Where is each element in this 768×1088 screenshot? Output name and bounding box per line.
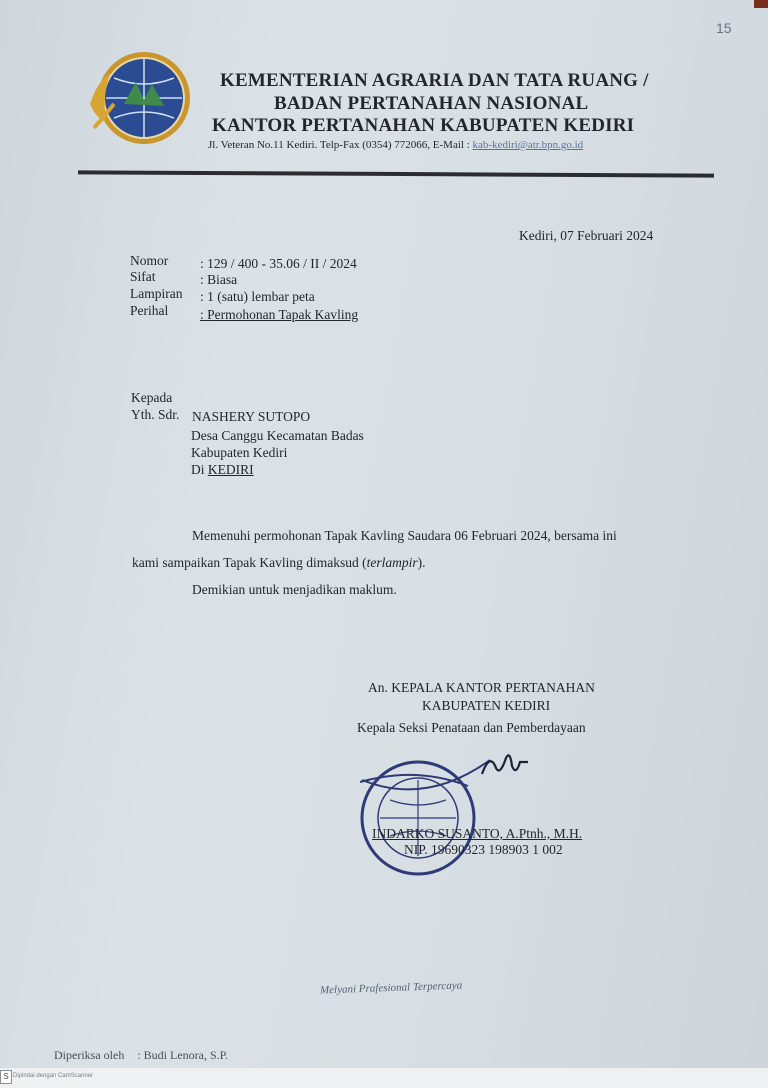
recipient-city-line: Di KEDIRI xyxy=(191,462,254,477)
corner-mark xyxy=(754,0,768,8)
body-para2: Demikian untuk menjadikan maklum. xyxy=(192,582,397,597)
signature-title-line2: KABUPATEN KEDIRI xyxy=(422,698,551,713)
meta-value-sifat: : Biasa xyxy=(200,272,238,287)
signature-scribble-icon xyxy=(480,748,530,778)
scanner-bar xyxy=(0,1068,768,1088)
recipient-yth: Yth. Sdr. xyxy=(131,407,180,422)
official-stamp-icon xyxy=(356,756,496,878)
meta-value-perihal: : Permohonan Tapak Kavling xyxy=(200,307,359,322)
header-agency: BADAN PERTANAHAN NASIONAL xyxy=(274,93,589,114)
meta-label-nomor: Nomor xyxy=(130,253,169,268)
signatory-nip: NIP. 19690323 198903 1 002 xyxy=(404,842,563,857)
recipient-village: Desa Canggu Kecamatan Badas xyxy=(191,428,364,443)
meta-value-nomor: : 129 / 400 - 35.06 / II / 2024 xyxy=(200,256,357,271)
footer-checked: Diperiksa oleh : Budi Lenora, S.P. xyxy=(54,1048,228,1062)
bpn-logo-icon xyxy=(84,44,196,152)
header-office: KANTOR PERTANAHAN KABUPATEN KEDIRI xyxy=(212,115,635,136)
signature-title-line1: An. KEPALA KANTOR PERTANAHAN xyxy=(368,680,595,695)
page-mark: 15 xyxy=(716,20,732,36)
date-line: Kediri, 07 Februari 2024 xyxy=(519,228,654,243)
body-para1-line1: Memenuhi permohonan Tapak Kavling Saudara 06 Februari 2024, bersama ini xyxy=(192,528,617,543)
signatory-name: INDARKO SUSANTO, A.Ptnh., M.H. xyxy=(372,826,583,841)
meta-value-lampiran: : 1 (satu) lembar peta xyxy=(200,289,315,304)
header-ministry: KEMENTERIAN AGRARIA DAN TATA RUANG / xyxy=(220,70,649,91)
meta-label-perihal: Perihal xyxy=(130,303,169,318)
signature-title-line3: Kepala Seksi Penataan dan Pemberdayaan xyxy=(357,720,586,735)
scanner-credit: Dipindai dengan CamScanner xyxy=(13,1073,94,1079)
body-para1-line2: kami sampaikan Tapak Kavling dimaksud (terlampir). xyxy=(132,555,426,570)
header-address: Jl. Veteran No.11 Kediri. Telp-Fax (0354) 772066, E-Mail : kab-kediri@atr.bpn.go.id xyxy=(208,139,584,151)
email-link[interactable]: kab-kediri@atr.bpn.go.id xyxy=(472,139,584,151)
recipient-kepada: Kepada xyxy=(131,390,173,405)
meta-label-sifat: Sifat xyxy=(130,269,156,284)
handwritten-note: Melyani Prafesional Terpercaya xyxy=(319,979,463,997)
recipient-name: NASHERY SUTOPO xyxy=(192,409,311,424)
recipient-regency: Kabupaten Kediri xyxy=(191,445,288,460)
meta-label-lampiran: Lampiran xyxy=(130,286,183,301)
camscanner-icon: S xyxy=(0,1070,12,1084)
